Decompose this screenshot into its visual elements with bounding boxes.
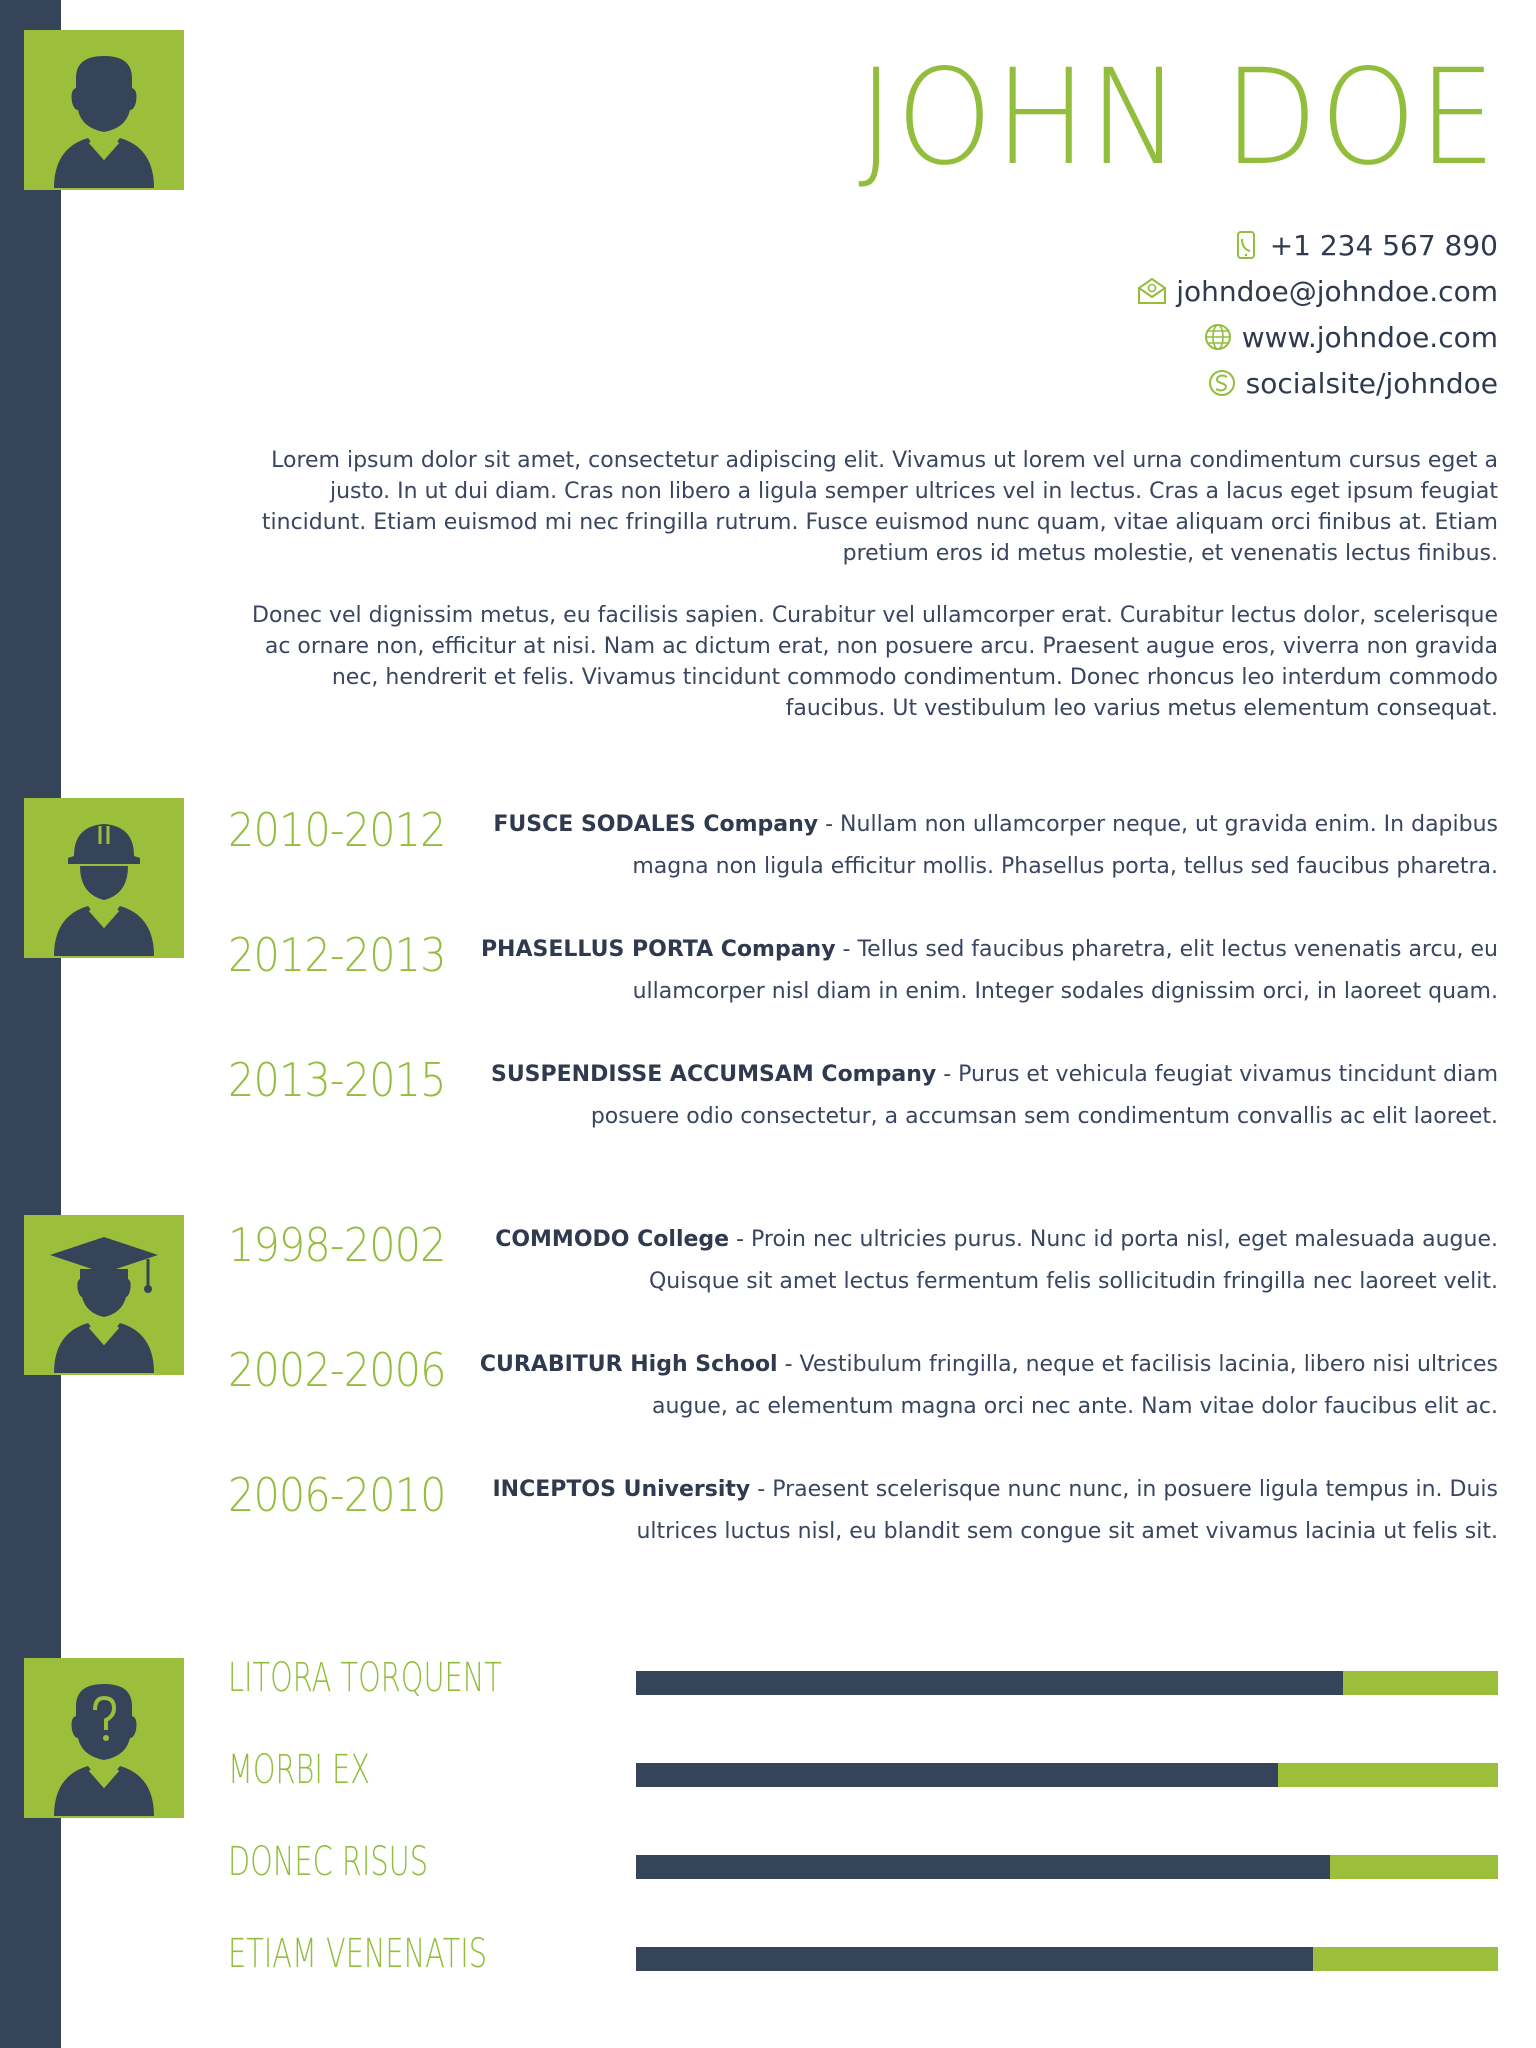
entry-org: CURABITUR High School — [479, 1352, 778, 1377]
skill-bar-fill — [636, 1763, 1278, 1787]
globe-icon — [1202, 321, 1234, 353]
entry-years: 2002-2006 — [228, 1343, 446, 1397]
entry-org: INCEPTOS University — [492, 1477, 751, 1502]
entry-org: SUSPENDISSE ACCUMSAM Company — [490, 1062, 937, 1087]
contact-social-text: socialsite/johndoe — [1245, 366, 1498, 400]
contact-list — [1136, 222, 1498, 406]
entry-years: 2012-2013 — [228, 928, 446, 982]
experience-entry — [228, 1050, 1498, 1160]
social-icon — [1206, 367, 1238, 399]
entry-text: - Praesent scelerisque nunc nunc, in posuere ligula tempus in. Duis ultrices luctus nisl, eu blandit sem congue sit amet vivamus lacinia ut felis sit. — [636, 1477, 1498, 1544]
entry-years: 2010-2012 — [228, 803, 446, 857]
skill-bar — [636, 1763, 1498, 1787]
entry-description — [478, 1054, 1498, 1138]
education-entry — [228, 1215, 1498, 1325]
contact-phone[interactable] — [1136, 222, 1498, 268]
entry-text: - Nullam non ullamcorper neque, ut gravida enim. In dapibus magna non ligula efficitur mollis. Phasellus porta, tellus sed faucibus pharetra. — [632, 812, 1498, 879]
skill-label: LITORA TORQUENT — [228, 1655, 502, 1701]
entry-text: - Purus et vehicula feugiat vivamus tincidunt diam posuere odio consectetur, a accumsan sem condimentum convallis ac elit laoreet. — [590, 1062, 1498, 1129]
person-name: JOHN DOE — [858, 41, 1498, 195]
experience-entry — [228, 925, 1498, 1035]
entry-description — [478, 804, 1498, 888]
person-icon — [24, 30, 184, 190]
entry-description — [478, 929, 1498, 1013]
skill-bar — [636, 1947, 1498, 1971]
entry-years: 2006-2010 — [228, 1468, 446, 1522]
experience-entry — [228, 800, 1498, 910]
entry-org: FUSCE SODALES Company — [493, 812, 819, 837]
skill-bar-fill — [636, 1855, 1330, 1879]
entry-text: - Vestibulum fringilla, neque et facilisis lacinia, libero nisi ultrices augue, ac elementum magna orci nec ante. Nam vitae dolor faucibus elit ac. — [651, 1352, 1498, 1419]
entry-text: - Tellus sed faucibus pharetra, elit lectus venenatis arcu, eu ullamcorper nisl diam in enim. Integer sodales dignissim orci, in laoreet quam. — [632, 937, 1498, 1004]
hardhat-person-icon — [24, 798, 184, 958]
email-icon — [1136, 275, 1168, 307]
skill-label: ETIAM VENENATIS — [228, 1931, 488, 1977]
contact-email[interactable] — [1136, 268, 1498, 314]
contact-phone-text: +1 234 567 890 — [1269, 228, 1498, 262]
question-person-icon — [24, 1658, 184, 1818]
contact-social[interactable] — [1136, 360, 1498, 406]
graduate-person-icon — [24, 1215, 184, 1375]
phone-icon — [1230, 229, 1262, 261]
skill-label: DONEC RISUS — [228, 1839, 429, 1885]
contact-website-text: www.johndoe.com — [1241, 320, 1498, 354]
skill-bar — [636, 1855, 1498, 1879]
intro-text — [228, 445, 1498, 755]
skill-bar — [636, 1671, 1498, 1695]
education-entry — [228, 1465, 1498, 1575]
entry-description — [478, 1469, 1498, 1553]
entry-description — [478, 1219, 1498, 1303]
skill-bar-fill — [636, 1947, 1313, 1971]
contact-email-text: johndoe@johndoe.com — [1176, 274, 1498, 308]
entry-years: 2013-2015 — [228, 1053, 446, 1107]
entry-description — [478, 1344, 1498, 1428]
intro-paragraph: Lorem ipsum dolor sit amet, consectetur adipiscing elit. Vivamus ut lorem vel urna condimentum cursus eget a justo. In ut dui diam. Cras non libero a ligula semper ultrices vel in lectus. Cras a lacus eget ipsum feugiat tincidunt. Etiam euismod mi nec fringilla rutrum. Fusce euismod nunc quam, vitae aliquam orci finibus at. Etiam pretium eros id metus molestie, et venenatis lectus finibus. — [261, 448, 1498, 566]
skill-label: MORBI EX — [228, 1747, 370, 1793]
entry-years: 1998-2002 — [228, 1218, 446, 1272]
intro-paragraph: Donec vel dignissim metus, eu facilisis sapien. Curabitur vel ullamcorper erat. Curabitur lectus dolor, scelerisque ac ornare non, efficitur at nisi. Nam ac dictum erat, non posuere arcu. Praesent augue eros, viverra non gravida nec, hendrerit et felis. Vivamus tincidunt commodo condimentum. Donec rhoncus leo interdum commodo faucibus. Ut vestibulum leo varius metus elementum consequat. — [252, 603, 1498, 721]
entry-text: - Proin nec ultricies purus. Nunc id porta nisl, eget malesuada augue. Quisque sit amet lectus fermentum felis sollicitudin fringilla nec laoreet velit. — [648, 1227, 1498, 1294]
education-entry — [228, 1340, 1498, 1450]
entry-org: PHASELLUS PORTA Company — [480, 937, 836, 962]
contact-website[interactable] — [1136, 314, 1498, 360]
entry-org: COMMODO College — [495, 1227, 730, 1252]
skill-bar-fill — [636, 1671, 1343, 1695]
